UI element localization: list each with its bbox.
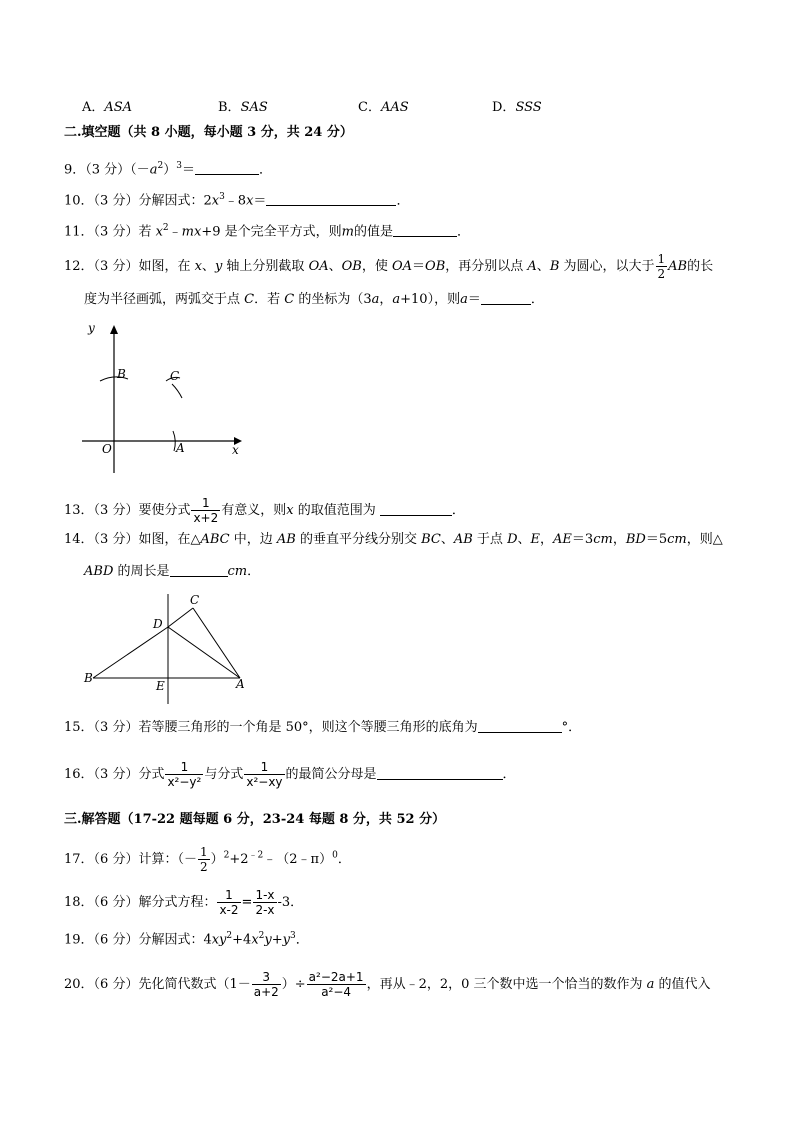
label-c: C	[170, 369, 180, 383]
q16-fraction-1	[165, 760, 203, 789]
q12-fraction	[656, 252, 668, 281]
q18-fraction-1	[217, 888, 240, 917]
q12-text-2c: 的坐标为（3	[294, 292, 372, 307]
q18-fraction-2	[253, 888, 276, 917]
label-e: E	[156, 679, 165, 693]
q14-cm-3: cm	[227, 564, 248, 579]
question-16	[64, 760, 516, 789]
q12-sep: 、	[201, 259, 215, 274]
segment-ca	[193, 608, 240, 678]
q14-abc: ABC	[200, 532, 230, 547]
q15-end: °．	[561, 720, 582, 735]
q12-var-a-1: a	[371, 292, 380, 307]
option-c-label: C．	[358, 100, 381, 115]
segment-da	[168, 627, 240, 678]
q11-var-m: m	[341, 224, 354, 240]
q17-paren: ）	[210, 852, 224, 867]
arc-c-2	[172, 384, 182, 398]
q11-var-x: x	[155, 224, 163, 240]
question-11	[64, 220, 470, 240]
q19-exp-3: 3	[290, 931, 296, 941]
q11-exp-2: 2	[162, 223, 169, 233]
q16-prefix: 16．（3 分）分式	[64, 767, 165, 782]
q18-eq: =	[241, 895, 253, 910]
q10-prefix: 10．（3 分）分解因式：2	[64, 193, 212, 209]
q10-end: ．	[396, 193, 410, 209]
q20-frac1-den: a+2	[253, 985, 279, 999]
q12-point-b: B	[549, 259, 560, 274]
q19-exp-1: 2	[226, 931, 233, 941]
q19-prefix: 19．（6 分）分解因式：4	[64, 932, 212, 948]
q12-var-a-3: a	[460, 292, 468, 307]
label-a: A	[176, 441, 185, 455]
q14-end: ．	[247, 564, 261, 579]
q20-fraction-2	[307, 970, 366, 999]
q17-tail: ﹣（2﹣π）	[263, 852, 333, 867]
q14-text-1g: ，	[612, 532, 626, 547]
q14-cm-1: cm	[593, 532, 613, 547]
q14-bc: BC	[421, 532, 441, 547]
q14-point-d: D	[507, 532, 518, 547]
q14-answer-blank[interactable]	[170, 564, 228, 577]
q15-answer-blank[interactable]	[478, 720, 562, 733]
section-3-title: 三.解答题（17-22 题每题 6 分，23-24 每题 8 分，共 52 分）	[64, 812, 446, 827]
q13-prefix: 13．（3 分）要使分式	[64, 503, 191, 518]
option-a	[82, 96, 132, 115]
q12-answer-blank[interactable]	[481, 292, 531, 305]
q12-text-2a: 度为半径画弧，两弧交于点	[84, 292, 245, 307]
q14-text-1h: ＝5	[645, 532, 668, 547]
q20-end: 的值代入	[654, 977, 711, 992]
q16-frac2-den: x²−xy	[246, 775, 283, 789]
q19-var-xy: xy	[211, 932, 227, 948]
label-c: C	[190, 593, 200, 607]
q14-bd: BD	[625, 532, 646, 547]
q11-answer-blank[interactable]	[393, 224, 457, 237]
q20-frac1-num: 3	[262, 970, 271, 984]
q9-exp-2: 2	[157, 161, 164, 171]
q14-figure	[80, 590, 260, 710]
option-b-label: B．	[218, 100, 241, 115]
q13-frac-den: x+2	[193, 511, 219, 525]
q12-eq: ＝	[412, 259, 426, 274]
q14-text-1e: ，	[540, 532, 554, 547]
q17-exp-2: ﹣2	[248, 850, 264, 861]
q18-frac2-num: 1-x	[255, 888, 275, 902]
q10-var-x: x	[211, 193, 220, 209]
q13-fraction	[191, 496, 220, 525]
label-b: B	[84, 671, 93, 685]
q12-text-1c: ，使	[361, 259, 392, 274]
question-14-line-1	[64, 532, 723, 548]
q12-text-1b: 轴上分别截取	[222, 259, 309, 274]
q12-oa: OA	[308, 259, 329, 274]
q20-prefix: 20．（6 分）先化简代数式（1－	[64, 977, 251, 992]
q9-answer-blank[interactable]	[195, 162, 259, 175]
q16-answer-blank[interactable]	[377, 767, 503, 780]
q14-comma-1: 、	[440, 532, 454, 547]
q18-prefix: 18．（6 分）解分式方程：	[64, 895, 217, 910]
q19-exp-2: 2	[258, 931, 265, 941]
q12-var-x: x	[194, 259, 202, 274]
q9-exp-3: 3	[176, 161, 182, 171]
q12-point-c-2: C	[284, 292, 295, 307]
q12-var-a-2: a	[392, 292, 401, 307]
q16-frac2-num: 1	[260, 760, 269, 774]
q14-ab-2: AB	[453, 532, 473, 547]
q9-prefix: 9．（3 分）（－	[64, 162, 150, 178]
question-9	[64, 158, 272, 178]
q10-equals: ＝	[253, 193, 267, 209]
q14-text-1c: 的垂直平分线分别交	[295, 532, 422, 547]
q12-end: ．	[530, 292, 544, 307]
q17-mid: +2	[229, 852, 249, 867]
option-d-label: D．	[492, 100, 516, 115]
option-a-value: ASA	[104, 100, 133, 115]
label-d: D	[153, 617, 163, 631]
q12-comma-2: 、	[536, 259, 550, 274]
q12-ob: OB	[341, 259, 362, 274]
q16-tail: 的最简公分母是	[285, 767, 377, 782]
q9-equals: ＝	[181, 162, 195, 178]
q9-end: ．	[258, 162, 272, 178]
q14-text-1f: ＝3	[571, 532, 594, 547]
q14-ab: AB	[276, 532, 296, 547]
q14-abd: ABD	[84, 564, 114, 579]
label-y: y	[88, 321, 95, 335]
q12-text-2b: ．若	[254, 292, 285, 307]
q18-frac1-num: 1	[225, 888, 233, 902]
q14-text-2a: 的周长是	[113, 564, 170, 579]
q11-end: ．	[456, 224, 470, 240]
q14-cm-2: cm	[667, 532, 687, 547]
q10-answer-blank[interactable]	[266, 193, 396, 206]
q14-point-e: E	[530, 532, 541, 547]
question-14-line-2	[84, 564, 260, 580]
q14-text-1i: ，则△	[686, 532, 723, 547]
q12-frac-num: 1	[657, 252, 666, 266]
q11-text2: 的值是	[353, 224, 393, 240]
q20-tail: ，再从﹣2，2，0 三个数中选一个恰当的数作为	[366, 977, 647, 992]
q19-var-y: y	[264, 932, 272, 948]
q12-point-a: A	[527, 259, 537, 274]
q17-frac-num: 1	[199, 845, 208, 859]
q13-text-tail: 的取值范围为	[293, 503, 380, 518]
q12-text-1d: ，再分别以点	[445, 259, 528, 274]
q13-var-x: x	[286, 503, 294, 518]
q20-frac2-den: a²−4	[307, 984, 366, 999]
q18-frac1-den: x-2	[219, 903, 239, 917]
q11-text: +9 是个完全平方式，则	[201, 224, 342, 240]
q17-exp-1: 2	[223, 850, 230, 861]
q13-frac-num: 1	[202, 496, 210, 510]
q10-minus: ﹣8	[224, 193, 247, 209]
question-12-line-2	[84, 292, 544, 308]
q16-mid: 与分式	[204, 767, 244, 782]
option-d	[492, 96, 542, 115]
q16-frac1-num: 1	[180, 760, 189, 774]
q12-frac-den: 2	[657, 267, 666, 281]
q12-comma-1: 、	[328, 259, 342, 274]
option-c-value: AAS	[380, 100, 409, 115]
label-b: B	[117, 367, 126, 381]
q15-text: 15．（3 分）若等腰三角形的一个角是 50°，则这个等腰三角形的底角为	[64, 720, 478, 735]
q14-text-1b: 中，边	[229, 532, 277, 547]
q12-point-c: C	[244, 292, 255, 307]
q14-ae: AE	[553, 532, 572, 547]
q14-prefix: 14．（3 分）如图，在△	[64, 532, 201, 547]
q12-var-y: y	[214, 259, 223, 274]
q12-ob-2: OB	[425, 259, 446, 274]
q20-frac2-num: a²−2a+1	[308, 970, 364, 984]
q12-prefix: 12．（3 分）如图，在	[64, 259, 195, 274]
q9-var-a: a	[149, 162, 158, 178]
q17-end: ．	[337, 852, 351, 867]
q19-plus: +4	[232, 932, 252, 948]
question-13	[64, 496, 465, 525]
q17-fraction	[198, 845, 210, 874]
question-19	[64, 928, 309, 948]
question-20	[64, 970, 711, 999]
section-2-title: 二.填空题（共 8 小题，每小题 3 分，共 24 分）	[64, 125, 353, 140]
option-b	[218, 96, 268, 115]
q12-text-2d: ，	[379, 292, 393, 307]
q20-div: ）÷	[281, 977, 306, 992]
question-15	[64, 720, 581, 736]
option-b-value: SAS	[240, 100, 268, 115]
question-10	[64, 189, 409, 209]
question-18	[64, 888, 303, 917]
option-c	[358, 96, 409, 115]
q13-end: ．	[451, 503, 465, 518]
q11-var-mx: mx	[181, 224, 202, 240]
q12-ab: AB	[668, 259, 688, 274]
q12-oa-2: OA	[391, 259, 413, 274]
question-12-line-1	[64, 252, 713, 281]
question-17	[64, 845, 351, 874]
option-a-label: A．	[82, 100, 105, 115]
q20-fraction-1	[252, 970, 281, 999]
q10-var-x2: x	[246, 193, 254, 209]
q12-eq-2: ＝	[467, 292, 481, 307]
q19-var-y-2: y	[282, 932, 291, 948]
q12-figure	[80, 318, 250, 478]
q17-exp-3: 0	[332, 850, 338, 861]
q17-frac-den: 2	[199, 860, 208, 874]
q16-end: ．	[502, 767, 516, 782]
q12-text-1e: 为圆心，以大于	[559, 259, 655, 274]
q13-answer-blank[interactable]	[380, 503, 452, 516]
q19-plus-2: +	[271, 932, 283, 948]
q18-end: -3．	[277, 895, 304, 910]
q10-exp-3: 3	[219, 192, 225, 202]
q16-frac1-den: x²−y²	[167, 775, 202, 789]
q19-var-x: x	[251, 932, 259, 948]
q14-comma-2: 、	[517, 532, 531, 547]
q14-text-1d: 于点	[472, 532, 508, 547]
option-d-value: SSS	[515, 100, 542, 115]
q11-prefix: 11．（3 分）若	[64, 224, 156, 240]
q18-frac2-den: 2-x	[255, 903, 275, 917]
q16-fraction-2	[244, 760, 284, 789]
q9-paren: ）	[163, 162, 177, 178]
q12-text-1f: 的长	[687, 259, 714, 274]
y-axis-arrow	[110, 325, 118, 334]
q13-text-mid: 有意义，则	[221, 503, 287, 518]
q12-text-2e: +10），则	[400, 292, 461, 307]
label-a: A	[236, 677, 245, 691]
label-x: x	[232, 443, 239, 457]
q11-minus: ﹣	[168, 224, 182, 240]
q17-prefix: 17．（6 分）计算：（－	[64, 852, 197, 867]
label-o: O	[102, 442, 112, 456]
segment-dc	[168, 608, 193, 627]
q19-end: ．	[295, 932, 309, 948]
segment-bd	[93, 627, 168, 678]
q20-var-a: a	[646, 977, 655, 992]
